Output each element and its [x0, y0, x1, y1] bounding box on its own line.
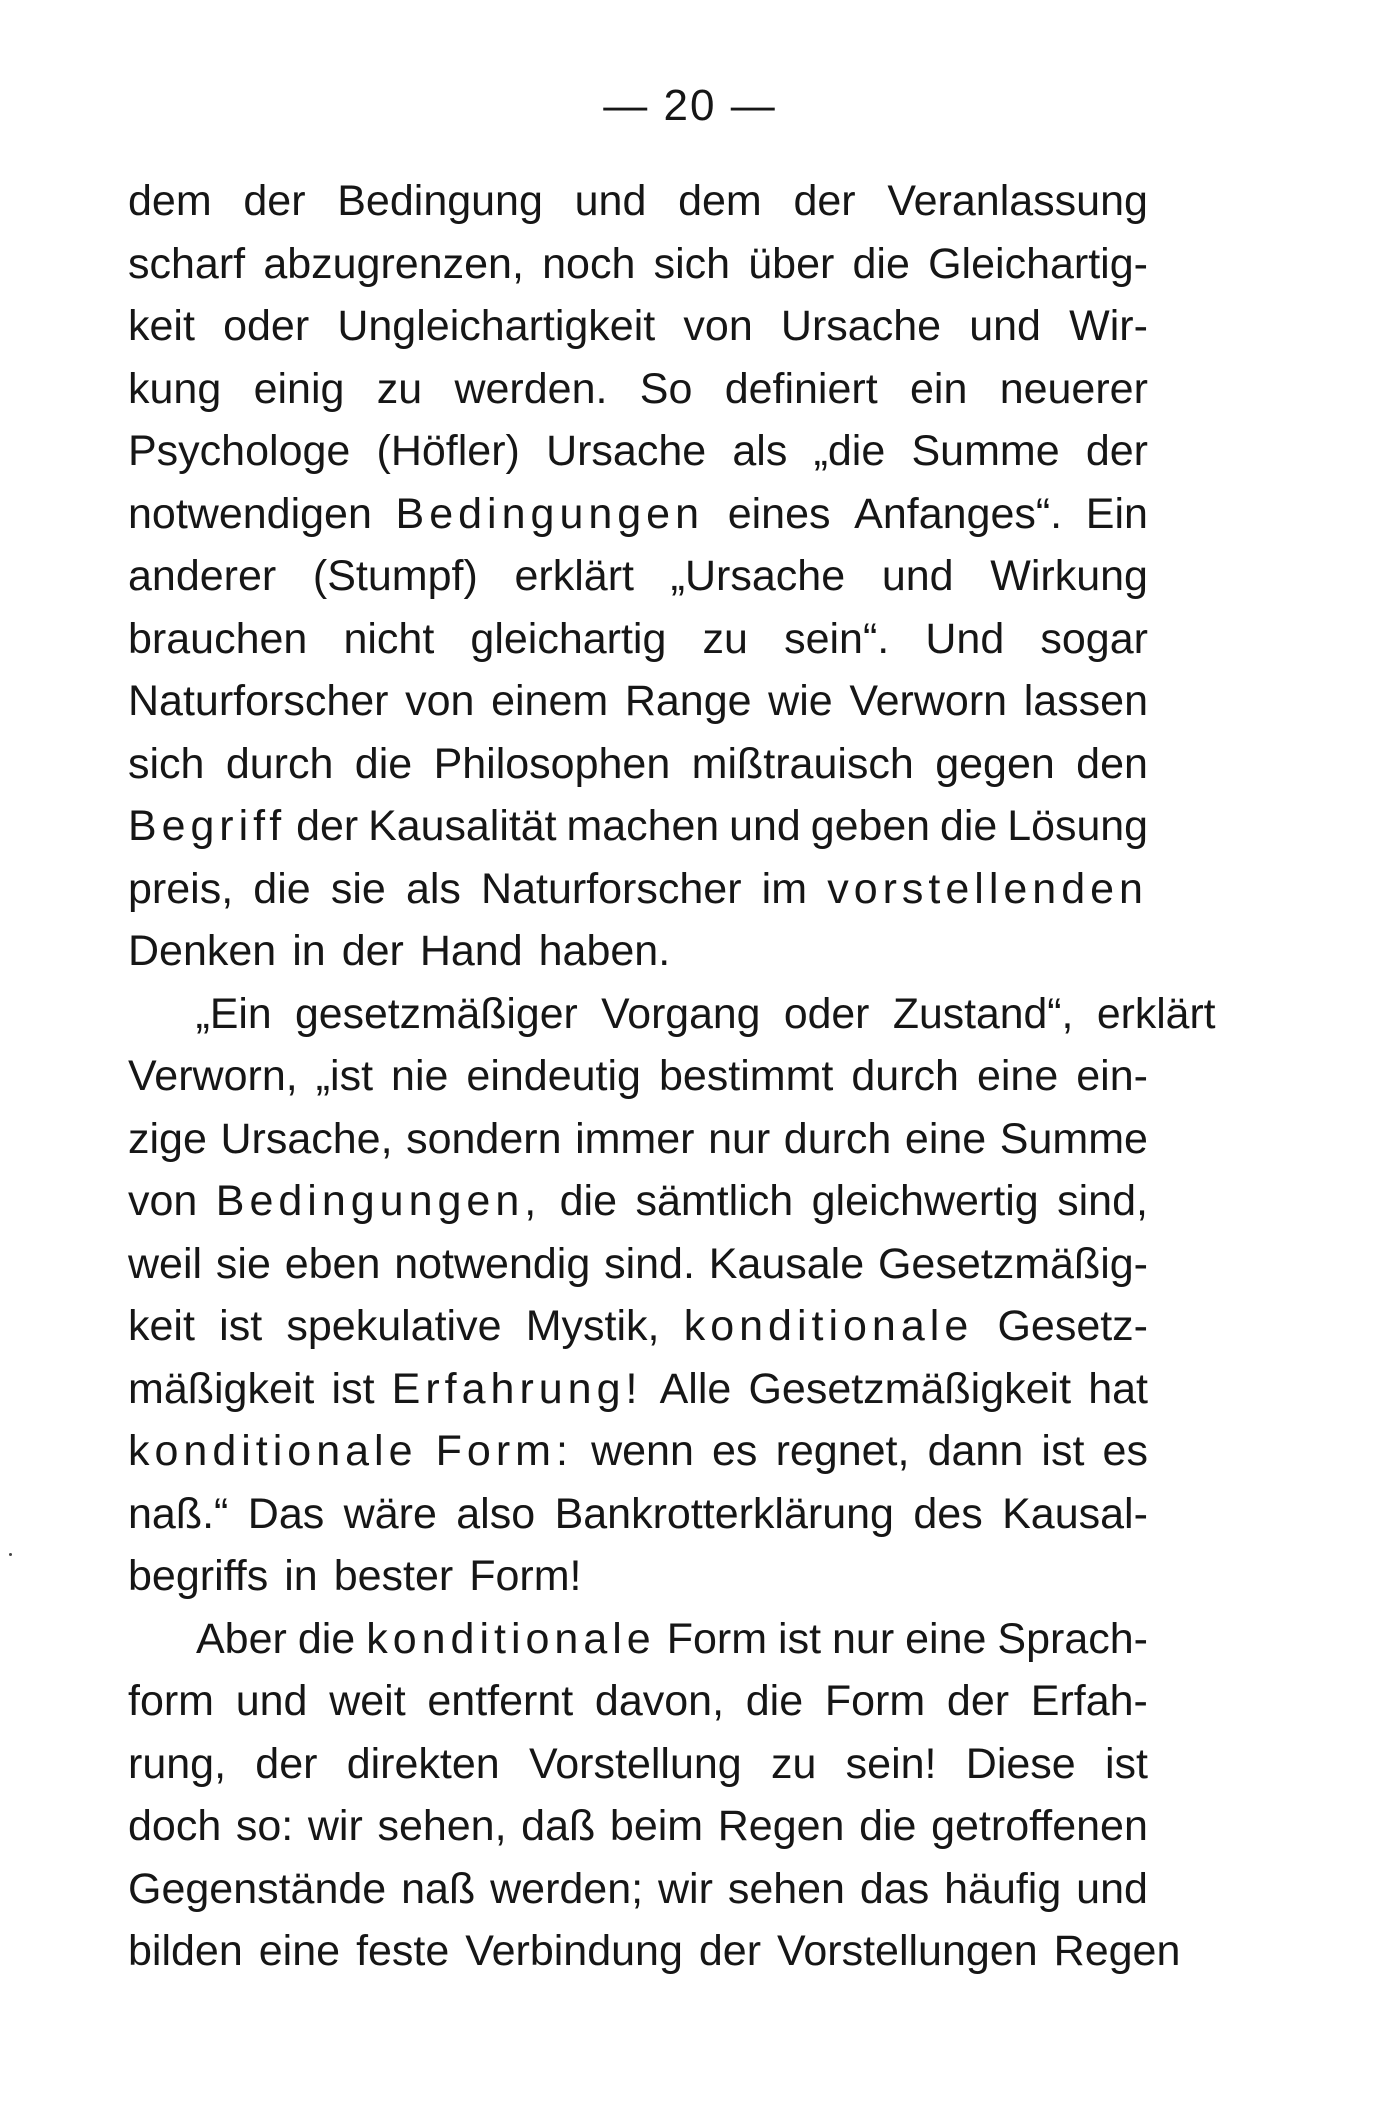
- text-line: Psychologe (Höfler) Ursache als „die Summe der: [128, 427, 1148, 475]
- text-line: preis, die sie als Naturforscher im vorstellenden: [128, 864, 1148, 913]
- page-number: — 20 —: [603, 81, 777, 130]
- body-text: [128, 170, 1216, 1983]
- text-line: dem der Bedingung und dem der Veranlassung: [128, 177, 1148, 225]
- text-line: weil sie eben notwendig sind. Kausale Gesetzmäßig-: [128, 1239, 1148, 1288]
- text-line: keit ist spekulative Mystik, konditionale Gesetz-: [128, 1302, 1148, 1350]
- text-line: doch so: wir sehen, daß beim Regen die getroffenen: [128, 1802, 1148, 1850]
- text-line: Denken in der Hand haben.: [128, 927, 671, 975]
- text-line: „Ein gesetzmäßiger Vorgang oder Zustand“, erklärt: [195, 989, 1216, 1038]
- text-line: Aber die konditionale Form ist nur eine Sprach-: [196, 1614, 1148, 1663]
- text-line: mäßigkeit ist Erfahrung! Alle Gesetzmäßigkeit hat: [128, 1364, 1148, 1413]
- text-line: form und weit entfernt davon, die Form der Erfah-: [128, 1677, 1148, 1725]
- text-line: Begriff der Kausalität machen und geben die Lösung: [128, 802, 1149, 850]
- text-line: anderer (Stumpf) erklärt „Ursache und Wirkung: [128, 552, 1148, 600]
- text-line: naß.“ Das wäre also Bankrotterklärung des Kausal-: [128, 1489, 1148, 1538]
- text-line: kung einig zu werden. So definiert ein neuerer: [128, 364, 1148, 413]
- text-line: Verworn, „ist nie eindeutig bestimmt durch eine ein-: [128, 1052, 1148, 1100]
- text-line: brauchen nicht gleichartig zu sein“. Und sogar: [128, 614, 1148, 663]
- text-line: sich durch die Philosophen mißtrauisch gegen den: [128, 739, 1148, 788]
- text-line: begriffs in bester Form!: [128, 1552, 582, 1600]
- text-line: zige Ursache, sondern immer nur durch eine Summe: [128, 1114, 1148, 1163]
- text-line: keit oder Ungleichartigkeit von Ursache und Wir-: [128, 302, 1148, 350]
- text-line: scharf abzugrenzen, noch sich über die Gleichartig-: [128, 239, 1148, 288]
- text-line: bilden eine feste Verbindung der Vorstellungen Regen: [128, 1927, 1181, 1975]
- margin-speck: [9, 1553, 12, 1556]
- text-line: Naturforscher von einem Range wie Verworn lassen: [128, 677, 1148, 725]
- text-line: von Bedingungen, die sämtlich gleichwertig sind,: [128, 1177, 1148, 1225]
- text-line: Gegenstände naß werden; wir sehen das häufig und: [128, 1864, 1148, 1913]
- text-line: konditionale Form: wenn es regnet, dann ist es: [128, 1427, 1148, 1475]
- text-line: rung, der direkten Vorstellung zu sein! Diese ist: [128, 1739, 1148, 1788]
- text-line: notwendigen Bedingungen eines Anfanges“. Ein: [128, 489, 1148, 538]
